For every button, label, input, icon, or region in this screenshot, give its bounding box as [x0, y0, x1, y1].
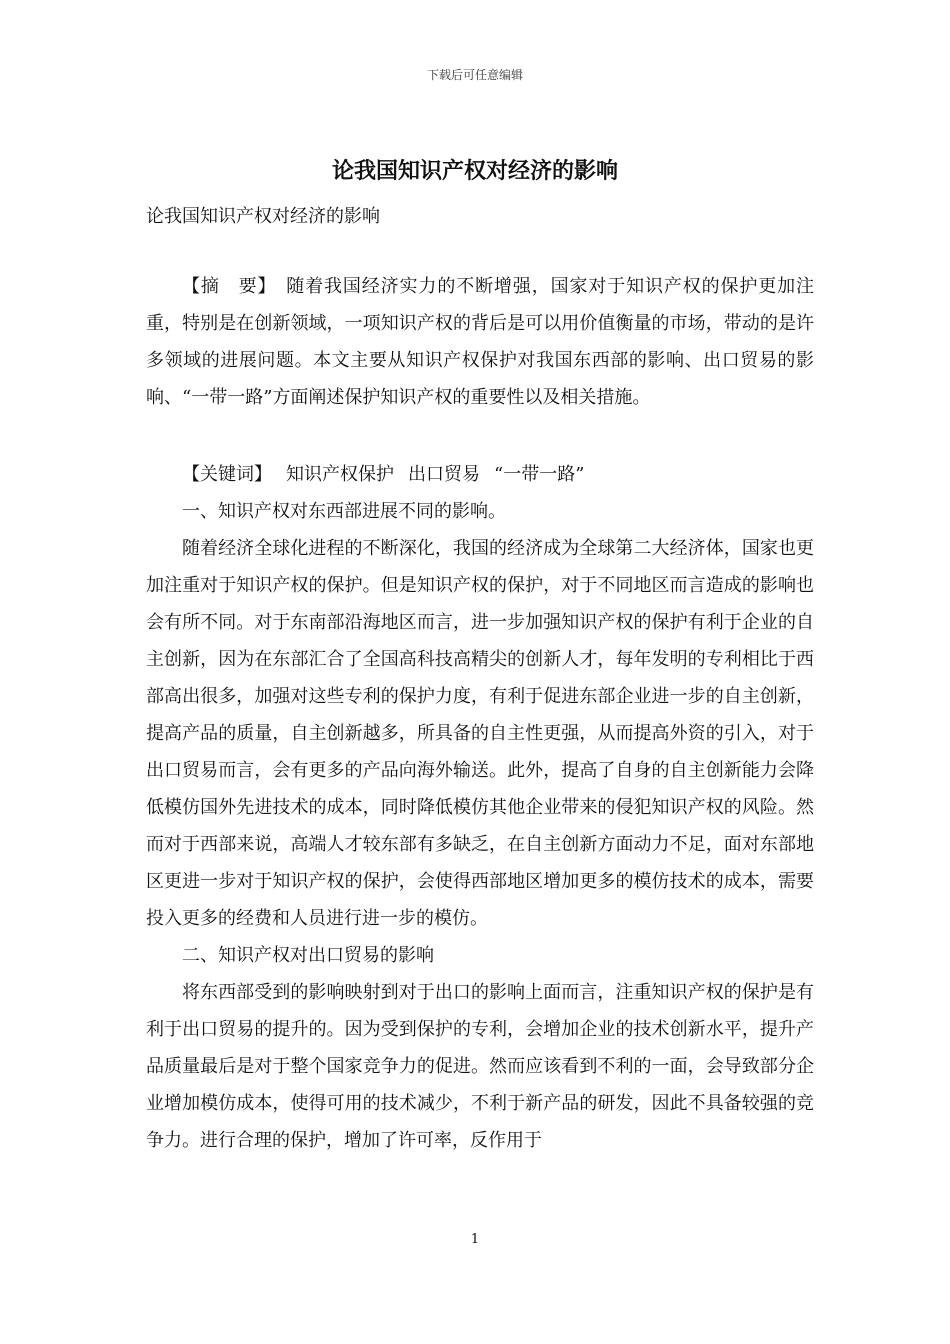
section-heading: 二、知识产权对出口贸易的影响 [182, 945, 434, 966]
header-note: 下载后可任意编辑 [426, 68, 523, 82]
document-subtitle: 论我国知识产权对经济的影响 [146, 206, 380, 227]
section-paragraph: 将东西部受到的影响映射到对于出口的影响上面而言，注重知识产权的保护是有利于出口贸易的提升的。因为受到保护的专利，会增加企业的技术创新水平，提升产品质量最后是对于整个国家竞争力的促进。然而应该看到不利的一面，会导致部分企业增加模仿成本，使得可用的技术减少，不利于新产品的研发，因此不具备较强的竞争力。进行合理的保护，增加了许可率，反作用于 [146, 982, 814, 1151]
abstract-text: 随着我国经济实力的不断增强，国家对于知识产权的保护更加注重，特别是在创新领域，一项知识产权的背后是可以用价值衡量的市场，带动的是许多领域的进展问题。本文主要从知识产权保护对我国东西部的影响、出口贸易的影响、“一带一路”方面阐述保护知识产权的重要性以及相关措施。 [146, 276, 815, 408]
keywords-line [146, 456, 814, 493]
page-number: 1 [470, 1232, 480, 1247]
document-title: 论我国知识产权对经济的影响 [331, 158, 618, 184]
abstract-section [146, 268, 814, 416]
section-heading: 一、知识产权对东西部进展不同的影响。 [182, 501, 506, 522]
abstract-paragraph [146, 268, 814, 416]
keyword-item: 知识产权保护 [286, 464, 394, 485]
abstract-label: 【摘 要】 [182, 276, 277, 297]
keyword-item: 出口贸易 [408, 464, 480, 485]
keyword-item: “一带一路” [494, 464, 585, 485]
section-paragraph: 随着经济全球化进程的不断深化，我国的经济成为全球第二大经济体，国家也更加注重对于知识产权的保护。但是知识产权的保护，对于不同地区而言造成的影响也会有所不同。对于东南部沿海地区而言，进一步加强知识产权的保护有利于企业的自主创新，因为在东部汇合了全国高科技高精尖的创新人才，每年发明的专利相比于西部高出很多，加强对这些专利的保护力度，有利于促进东部企业进一步的自主创新，提高产品的质量，自主创新越多，所具备的自主性更强，从而提高外资的引入，对于出口贸易而言，会有更多的产品向海外输送。此外，提高了自身的自主创新能力会降低模仿国外先进技术的成本，同时降低模仿其他企业带来的侵犯知识产权的风险。然而对于西部来说，高端人才较东部有多缺乏，在自主创新方面动力不足，面对东部地区更进一步对于知识产权的保护，会使得西部地区增加更多的模仿技术的成本，需要投入更多的经费和人员进行进一步的模仿。 [146, 538, 814, 929]
keywords-label: 【关键词】 [182, 464, 272, 485]
body-content [146, 456, 814, 1159]
